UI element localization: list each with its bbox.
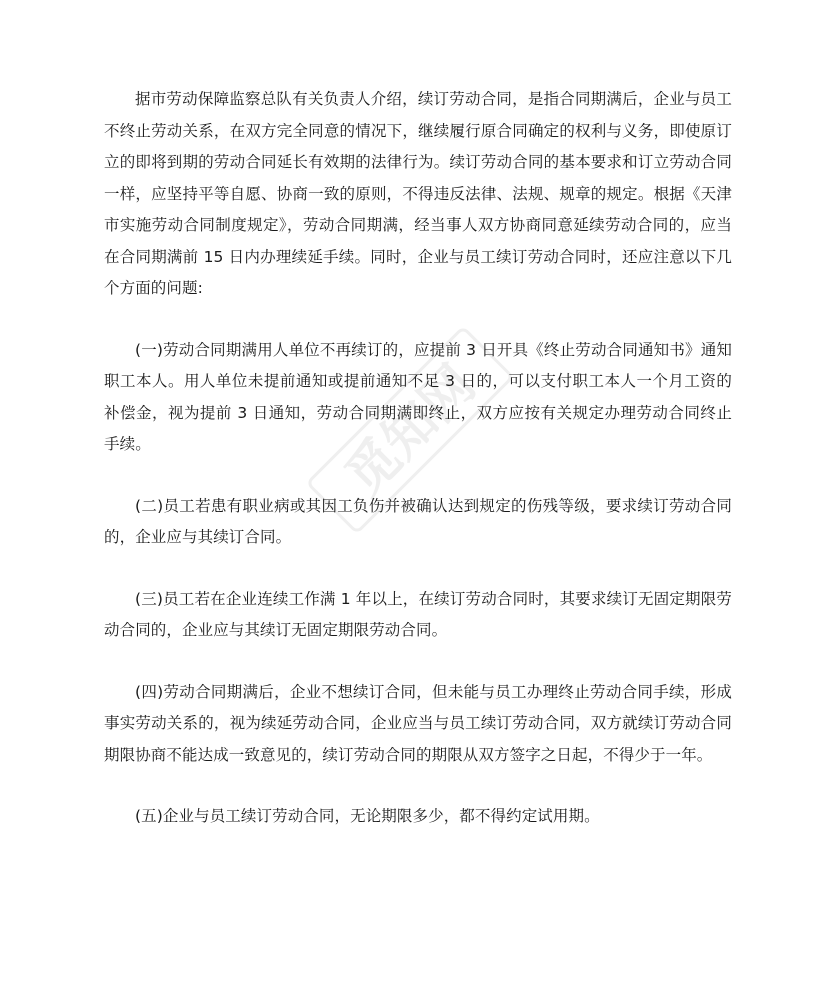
intro-paragraph: 据市劳动保障监察总队有关负责人介绍，续订劳动合同，是指合同期满后，企业与员工不终止劳动关系，在双方完全同意的情况下，继续履行原合同确定的权利与义务，即使原订立的即将到期的劳动合同延长有效期的法律行为。续订劳动合同的基本要求和订立劳动合同一样，应坚持平等自愿、协商一致的原则，不得违反法律、法规、规章的规定。根据《天津市实施劳动合同制度规定》，劳动合同期满，经当事人双方协商同意延续劳动合同的，应当在合同期满前 15 日内办理续延手续。同时，企业与员工续订劳动合同时，还应注意以下几个方面的问题:	[104, 90, 732, 297]
document-body	[104, 84, 732, 863]
item-paragraph-1: (一)劳动合同期满用人单位不再续订的，应提前 3 日开具《终止劳动合同通知书》通知职工本人。用人单位未提前通知或提前通知不足 3 日的，可以支付职工本人一个月工资的补偿金，视为提前 3 日通知，劳动合同期满即终止，双方应按有关规定办理劳动合同终止手续。	[104, 340, 732, 453]
item-paragraph-2: (二)员工若患有职业病或其因工负伤并被确认达到规定的伤残等级，要求续订劳动合同的，企业应与其续订合同。	[104, 496, 732, 546]
item-paragraph-5: (五)企业与员工续订劳动合同，无论期限多少，都不得约定试用期。	[135, 807, 600, 825]
watermark-text: 觅知网	[334, 354, 488, 508]
item-paragraph-4: (四)劳动合同期满后，企业不想续订合同，但未能与员工办理终止劳动合同手续，形成事实劳动关系的，视为续延劳动合同，企业应当与员工续订劳动合同，双方就续订劳动合同期限协商不能达成一致意见的，续订劳动合同的期限从双方签字之日起，不得少于一年。	[104, 682, 732, 764]
item-paragraph-3: (三)员工若在企业连续工作满 1 年以上，在续订劳动合同时，其要求续订无固定期限劳动合同的，企业应与其续订无固定期限劳动合同。	[104, 589, 732, 639]
